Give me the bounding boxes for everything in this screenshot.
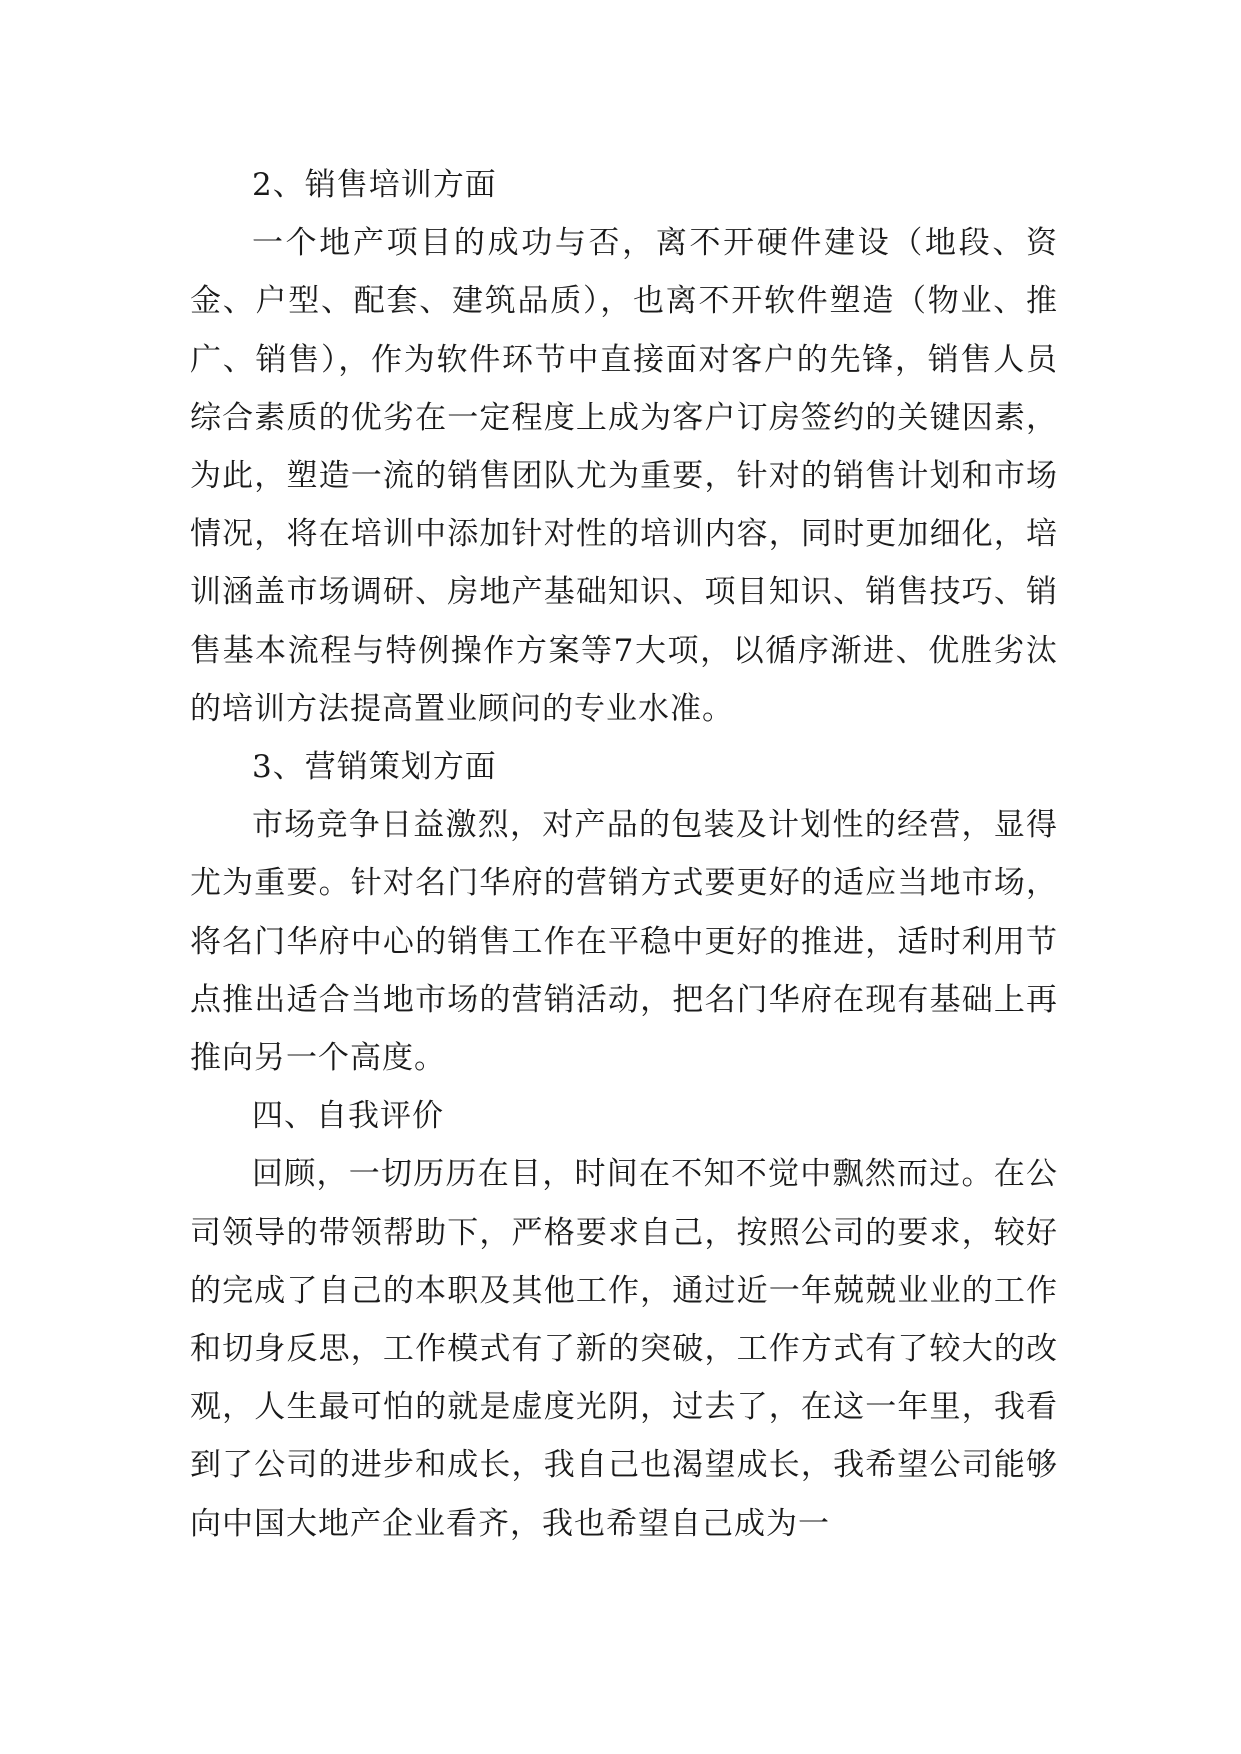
section-heading-marketing: 3、营销策划方面 <box>252 749 497 786</box>
section-heading-self-evaluation: 四、自我评价 <box>252 1098 444 1135</box>
paragraph-self-evaluation: 回顾，一切历历在目，时间在不知不觉中飘然而过。在公司领导的带领帮助下，严格要求自己，按照公司的要求，较好的完成了自己的本职及其他工作，通过近一年兢兢业业的工作和切身反思，工作模式有了新的突破，工作方式有了较大的改观，人生最可怕的就是虚度光阴，过去了，在这一年里，我看到了公司的进步和成长，我自己也渴望成长，我希望公司能够向中国大地产企业看齐，我也希望自己成为一 <box>190 1156 1058 1542</box>
section-heading-sales-training: 2、销售培训方面 <box>252 167 497 203</box>
paragraph-sales-training: 一个地产项目的成功与否，离不开硬件建设（地段、资金、户型、配套、建筑品质），也离不开软件塑造（物业、推广、销售），作为软件环节中直接面对客户的先锋，销售人员综合素质的优劣在一定程度上成为客户订房签约的关键因素，为此，塑造一流的销售团队尤为重要，针对的销售计划和市场情况，将在培训中添加针对性的培训内容，同时更加细化，培训涵盖市场调研、房地产基础知识、项目知识、销售技巧、销售基本流程与特例操作方案等7大项，以循序渐进、优胜劣汰的培训方法提高置业顾问的专业水准。 <box>190 225 1058 727</box>
paragraph-marketing: 市场竞争日益激烈，对产品的包装及计划性的经营，显得尤为重要。针对名门华府的营销方式要更好的适应当地市场，将名门华府中心的销售工作在平稳中更好的推进，适时利用节点推出适合当地市场的营销活动，把名门华府在现有基础上再推向另一个高度。 <box>190 807 1058 1077</box>
document-body <box>190 156 1058 1553</box>
